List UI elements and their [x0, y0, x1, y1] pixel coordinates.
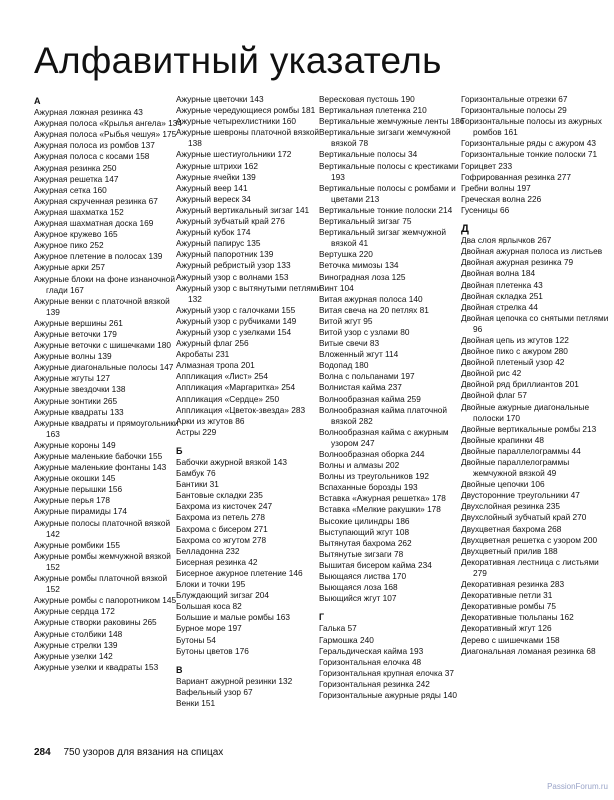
index-entry: Вертикальные жемчужные ленты 186 [319, 116, 465, 127]
index-entry: Дерево с шишечками 158 [461, 634, 560, 645]
index-entry: Выющаяся листва 170 [319, 571, 407, 582]
index-entry: Волны из треугольников 192 [319, 471, 430, 482]
index-entry: Ажурные диагональные полосы 147 [34, 362, 174, 373]
index-entry: Бурное море 197 [176, 623, 242, 634]
index-entry: Блоки и точки 195 [176, 579, 246, 590]
index-entry: Двусторонние треугольники 47 [461, 490, 580, 501]
index-entry: Вставка «Мелкие ракушки» 178 [319, 504, 441, 515]
index-entry: Бутоны 54 [176, 634, 216, 645]
index-entry: Высокие цилиндры 186 [319, 515, 410, 526]
index-entry: Декоративная резинка 283 [461, 579, 565, 590]
index-entry: Ажурные стрелки 139 [34, 639, 118, 650]
index-entry: Ажурные зонтики 265 [34, 395, 118, 406]
index-entry: Ажурные маленькие бабочки 155 [34, 451, 163, 461]
index-entry: Ажурная шахматная доска 169 [34, 218, 154, 229]
index-entry: Арки из жгутов 86 [176, 415, 245, 426]
index-entry: Ажурный вереск 34 [176, 193, 251, 204]
index-entry: Двухслойная резинка 235 [461, 501, 561, 512]
page-number: 284 [34, 747, 51, 758]
index-entry: Двойные цепочки 106 [461, 479, 545, 490]
index-entry: Волнообразная оборка 244 [319, 449, 425, 459]
index-entry: Вложенный жгут 114 [319, 349, 399, 360]
index-entry: Аппликация «Маргаритка» 254 [176, 382, 296, 393]
index-entry: Волнистая кайма 237 [319, 382, 402, 393]
index-entry: Бантовые складки 235 [176, 490, 263, 501]
index-entry: Винт 104 [319, 282, 354, 293]
index-entry: Вариант ажурной резинки 132 [176, 675, 293, 686]
index-entry: Ажурная полоса с косами 158 [34, 151, 150, 162]
index-entry: Ажурные волны 139 [34, 351, 112, 362]
index-entry: Водопад 180 [319, 360, 369, 371]
index-entry: Горизонтальная крупная елочка 37 [319, 667, 454, 678]
index-entry: Ажурный узор с галочками 155 [176, 304, 296, 315]
index-entry: Ажурная сетка 160 [34, 184, 107, 195]
index-entry: Аппликация «Цветок-звезда» 283 [176, 404, 306, 415]
index-entry: Ажурные блоки на фоне изнаночной глади 167 [34, 273, 176, 295]
index-column-3 [319, 94, 467, 701]
index-entry: Вертушка 220 [319, 249, 373, 260]
index-entry: Ажурные перышки 156 [34, 484, 123, 495]
index-entry: Ажурная резинка 250 [34, 162, 117, 173]
index-entry: Двойная плетенка 43 [461, 279, 543, 290]
index-entry: Двойные вертикальные ромбы 213 [461, 423, 597, 434]
index-entry: Ажурные звездочки 138 [34, 384, 126, 395]
index-entry: Ажурные ромбы с папоротником 145 [34, 595, 177, 606]
index-entry: Ажурные шевроны платочной вязкой 138 [176, 127, 320, 149]
index-entry: Двойная цепочка со снятыми петлями 96 [461, 312, 609, 334]
index-entry: Двойная стрелка 44 [461, 301, 538, 312]
index-entry: Ажурные четырехлистники 160 [176, 116, 296, 127]
index-entry: Ажурная полоса из ромбов 137 [34, 140, 155, 151]
index-entry: Двойная складка 251 [461, 290, 543, 301]
index-entry: Большая коса 82 [176, 601, 242, 612]
index-entry: Горицвет 233 [461, 160, 513, 171]
index-entry: Ажурные маленькие фонтаны 143 [34, 462, 167, 473]
index-entry: Ажурная полоса «Крылья ангела» 134 [34, 118, 182, 129]
index-entry: Волнообразная кайма с ажурным узором 247 [319, 426, 449, 448]
page-footer [34, 747, 223, 758]
index-column-2 [176, 94, 324, 709]
index-entry: Двухцветная решетка с узором 200 [461, 534, 598, 545]
index-entry: Выющийся жгут 107 [319, 593, 397, 604]
index-entry: Венки 151 [176, 697, 216, 708]
index-entry: Ажурный узор с узелками 154 [176, 326, 292, 337]
index-entry: Витая ажурная полоса 140 [319, 293, 423, 304]
index-entry: Бисерное ажурное плетение 146 [176, 567, 303, 578]
index-letter-heading: Б [176, 445, 183, 456]
index-entry: Ажурные короны 149 [34, 439, 116, 450]
index-entry: Вставка «Ажурная решетка» 178 [319, 493, 446, 504]
index-entry: Аппликация «Лист» 254 [176, 371, 269, 382]
index-entry: Ажурные арки 257 [34, 262, 105, 273]
index-entry: Ажурный зубчатый край 276 [176, 216, 285, 227]
index-entry: Ажурные цветочки 143 [176, 94, 264, 104]
index-entry: Ажурные створки раковины 265 [34, 617, 157, 628]
index-entry: Горизонтальные полосы из ажурных ромбов 161 [461, 116, 602, 138]
index-entry: Двойная цепь из жгутов 122 [461, 334, 569, 345]
index-entry: Вертикальная плетенка 210 [319, 105, 427, 116]
index-entry: Ажурный папоротник 139 [176, 249, 274, 260]
index-letter-heading: А [34, 96, 41, 106]
index-entry: Ажурные жгуты 127 [34, 373, 110, 384]
index-entry: Ажурный ребристый узор 133 [176, 260, 291, 271]
index-entry: Ажурные штрихи 162 [176, 160, 258, 171]
index-entry: Веточка мимозы 134 [319, 260, 399, 271]
index-entry: Гусеницы 66 [461, 204, 510, 215]
index-entry: Волнообразная кайма 259 [319, 393, 421, 404]
index-entry: Ажурный веер 141 [176, 182, 248, 193]
index-entry: Витой узор с узлами 80 [319, 326, 410, 337]
index-entry: Большие и малые ромбы 163 [176, 612, 290, 623]
index-entry: Двухцветная бахрома 268 [461, 523, 562, 534]
index-entry: Вертикальные тонкие полоски 214 [319, 204, 453, 215]
index-entry: Ажурные ромбики 155 [34, 539, 120, 550]
index-letter-heading: В [176, 664, 183, 675]
index-column-4 [461, 94, 611, 657]
index-entry: Ажурное пико 252 [34, 240, 104, 251]
index-entry: Гармошка 240 [319, 634, 374, 645]
index-entry: Ажурные сердца 172 [34, 606, 115, 617]
index-entry: Декоративная лестница с листьями 279 [461, 556, 599, 578]
index-column-1 [34, 94, 182, 673]
index-entry: Двойная ажурная полоса из листьев [461, 246, 603, 257]
index-entry: Вертикальный зигзаг 75 [319, 216, 412, 227]
index-entry: Горизонтальные отрезки 67 [461, 94, 568, 104]
index-entry: Вафельный узор 67 [176, 686, 253, 697]
index-entry: Декоративные тюльпаны 162 [461, 612, 574, 623]
index-entry: Вересковая пустошь 190 [319, 94, 415, 104]
index-entry: Двойная ажурная резинка 79 [461, 257, 574, 268]
index-entry: Бантики 31 [176, 479, 219, 490]
index-entry: Витые свечи 83 [319, 338, 380, 349]
index-entry: Ажурные узелки 142 [34, 650, 113, 661]
index-entry: Горизонтальные ажурные ряды 140 [319, 689, 458, 700]
index-entry: Ажурные венки с платочной вязкой 139 [34, 295, 170, 317]
index-entry: Ажурное плетение в полосах 139 [34, 251, 163, 262]
index-entry: Ажурное кружево 165 [34, 229, 118, 240]
index-entry: Блуждающий зигзаг 204 [176, 590, 270, 601]
index-entry: Бахрома с бисером 271 [176, 523, 268, 534]
index-entry: Двойные параллелограммы 44 [461, 445, 581, 456]
index-entry: Волна с польпанами 197 [319, 371, 415, 382]
index-entry: Ажурные квадраты 133 [34, 406, 124, 417]
index-entry: Ажурные ромбы жемчужной вязкой 152 [34, 550, 171, 572]
index-entry: Двойные ажурные диагональные полоски 170 [461, 401, 590, 423]
index-entry: Вышитая бисером кайма 234 [319, 559, 432, 570]
index-entry: Два слоя ярлычков 267 [461, 235, 552, 246]
index-entry: Греческая волна 226 [461, 193, 542, 204]
index-entry: Вертикальные зигзаги жемчужной вязкой 78 [319, 127, 451, 149]
index-entry: Белладонна 232 [176, 545, 240, 556]
index-entry: Волнообразная кайма платочной вязкой 282 [319, 404, 448, 426]
index-entry: Ажурные чередующиеся ромбы 181 [176, 105, 316, 116]
index-entry: Бутоны цветов 176 [176, 645, 249, 656]
index-entry: Акробаты 231 [176, 349, 230, 360]
index-entry: Волны и алмазы 202 [319, 460, 400, 471]
index-entry: Ажурные столбики 148 [34, 628, 123, 639]
index-entry: Ажурные перья 178 [34, 495, 110, 506]
index-entry: Выющаяся лоза 168 [319, 582, 398, 593]
watermark: PassionForum.ru [547, 782, 608, 791]
index-entry: Двойной плетеный узор 42 [461, 357, 565, 368]
index-entry: Аппликация «Сердце» 250 [176, 393, 280, 404]
index-entry: Ажурная шахматка 152 [34, 206, 124, 217]
index-entry: Гребни волны 197 [461, 182, 531, 193]
index-entry: Декоративные ромбы 75 [461, 601, 557, 612]
index-entry: Бамбук 76 [176, 468, 216, 479]
index-entry: Ажурная решетка 147 [34, 173, 119, 184]
index-entry: Ажурный узор с волнами 153 [176, 271, 289, 282]
index-entry: Ажурные вершины 261 [34, 317, 123, 328]
index-entry: Ажурный флаг 256 [176, 338, 249, 349]
index-entry: Ажурные шестиугольники 172 [176, 149, 292, 160]
index-entry: Вспаханные борозды 193 [319, 482, 418, 493]
page-title: Алфавитный указатель [34, 40, 442, 81]
index-entry: Ажурные ромбы платочной вязкой 152 [34, 573, 168, 595]
index-letter-heading: Д [461, 223, 469, 236]
index-entry: Гофрированная резинка 277 [461, 171, 572, 182]
index-entry: Ажурный узор с вытянутыми петлями 132 [176, 282, 322, 304]
index-entry: Галька 57 [319, 623, 357, 634]
index-entry: Ажурные пирамиды 174 [34, 506, 127, 517]
index-entry: Ажурный папирус 135 [176, 238, 261, 249]
index-entry: Двойной рис 42 [461, 368, 522, 379]
index-entry: Бисерная резинка 42 [176, 556, 258, 567]
index-entry: Ажурный вертикальный зигзаг 141 [176, 204, 310, 215]
index-entry: Ажурные узелки и квадраты 153 [34, 661, 159, 672]
index-entry: Ажурные полосы платочной вязкой 142 [34, 517, 171, 539]
index-letter-heading: Г [319, 612, 325, 623]
index-entry: Ажурная ложная резинка 43 [34, 107, 143, 118]
index-entry: Ажурные окошки 145 [34, 473, 116, 484]
index-entry: Декоративные петли 31 [461, 590, 553, 601]
index-entry: Горизонтальные тонкие полоски 71 [461, 149, 598, 160]
index-entry: Ажурный кубок 174 [176, 227, 251, 238]
index-entry: Горизонтальная елочка 48 [319, 656, 422, 667]
index-entry: Двойной флаг 57 [461, 390, 527, 401]
index-entry: Вытянутая бахрома 262 [319, 537, 412, 548]
index-entry: Бахрома из кисточек 247 [176, 501, 273, 512]
index-entry: Бахрома из петель 278 [176, 512, 265, 523]
index-entry: Двойные параллелограммы жемчужной вязкой 49 [461, 457, 570, 479]
index-entry: Двухцветный прилив 188 [461, 545, 558, 556]
book-title: 750 узоров для вязания на спицах [63, 747, 224, 758]
index-entry: Вертикальные полосы с крестиками 193 [319, 160, 459, 182]
index-entry: Диагональная ломаная резинка 68 [461, 645, 596, 656]
index-entry: Вертикальный зигзаг жемчужной вязкой 41 [319, 227, 447, 249]
index-entry: Виноградная лоза 125 [319, 271, 406, 282]
index-entry: Бабочки ажурной вязкой 143 [176, 457, 287, 467]
index-entry: Горизонтальная резинка 242 [319, 678, 430, 689]
index-entry: Двойные крапинки 48 [461, 434, 545, 445]
index-entry: Вертикальные полосы 34 [319, 149, 418, 160]
index-entry: Ажурные квадраты и прямоугольники 163 [34, 417, 179, 439]
index-entry: Декоративный жгут 126 [461, 623, 552, 634]
index-entry: Витая свеча на 20 петлях 81 [319, 304, 429, 315]
index-entry: Ажурные веточки с шишечками 180 [34, 340, 171, 351]
index-entry: Ажурная скрученная резинка 67 [34, 195, 158, 206]
index-entry: Алмазная тропа 201 [176, 360, 255, 371]
index-entry: Астры 229 [176, 426, 217, 437]
index-entry: Витой жгут 95 [319, 315, 373, 326]
index-entry: Бахрома со жгутом 278 [176, 534, 267, 545]
index-entry: Горизонтальные ряды с ажуром 43 [461, 138, 597, 149]
index-entry: Двойная волна 184 [461, 268, 536, 279]
index-entry: Ажурные веточки 179 [34, 328, 117, 339]
index-entry: Двухслойный зубчатый край 270 [461, 512, 587, 523]
index-entry: Горизонтальные полосы 29 [461, 105, 567, 116]
index-entry: Выступающий жгут 108 [319, 526, 410, 537]
index-entry: Двойное пико с ажуром 280 [461, 346, 568, 357]
index-entry: Ажурные ячейки 139 [176, 171, 256, 182]
index-entry: Геральдическая кайма 193 [319, 645, 424, 656]
index-entry: Двойной ряд бриллиантов 201 [461, 379, 579, 390]
index-entry: Ажурный узор с рубчиками 149 [176, 315, 297, 326]
index-entry: Вытянутые зигзаги 78 [319, 548, 404, 559]
index-entry: Вертикальные полосы с ромбами и цветами 213 [319, 182, 456, 204]
index-entry: Ажурная полоса «Рыбья чешуя» 175 [34, 129, 177, 140]
